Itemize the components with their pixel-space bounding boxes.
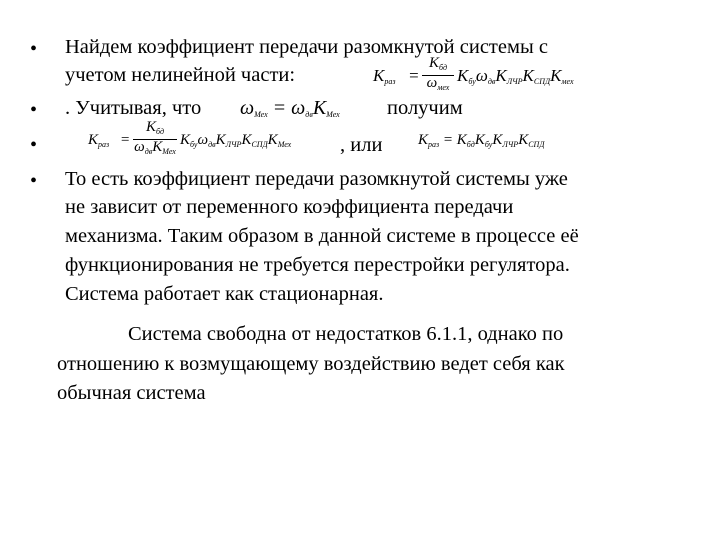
bullet-marker: • — [30, 170, 38, 192]
formula-equals: = — [120, 132, 131, 148]
formula-term: $K_{бу}\omega_{дв}K_{ЛЧР}K_{СПД}K_{мех}$ — [457, 66, 574, 86]
paragraph-line-2: отношению к возмущающему воздействию ведет себя как — [57, 353, 565, 375]
formula-term: $K_{раз}$ — [88, 132, 110, 149]
formula-fraction: $K_{бд}$ $\omega_{дв}K_{Мех}$ — [134, 119, 176, 156]
formula-omega-mex: $\omega_{Мех} = \omega_{дв}K_{Мех}$ — [240, 97, 340, 119]
formula-equals: = — [408, 66, 420, 85]
bullet-4-line-2: не зависит от переменного коэффициента передачи — [65, 196, 514, 218]
bullet-marker: • — [30, 99, 38, 121]
bullet-2-suffix: получим — [387, 97, 463, 119]
formula-k-raz-3: $K_{раз} = K_{бд}K_{бу}K_{ЛЧР}K_{СПД}$ — [418, 132, 545, 149]
paragraph-line-1: Система свободна от недостатков 6.1.1, однако по — [128, 323, 564, 345]
bullet-4-line-4: функционирования не требуется перестройки регулятора. — [65, 254, 570, 276]
bullet-1-line-1: Найдем коэффициент передачи разомкнутой системы с — [65, 36, 548, 58]
bullet-2-prefix: . Учитывая, что — [65, 97, 202, 119]
bullet-4-line-3: механизма. Таким образом в данной системе в процессе её — [65, 225, 579, 247]
bullet-marker: • — [30, 38, 38, 60]
bullet-4-line-1: То есть коэффициент передачи разомкнутой системы уже — [65, 168, 568, 190]
bullet-1-line-2: учетом нелинейной части: — [65, 64, 296, 86]
formula-term: $K_{бу}\omega_{дв}K_{ЛЧР}K_{СПД}K_{Мех}$ — [180, 132, 292, 149]
bullet-4-line-5: Система работает как стационарная. — [65, 283, 384, 305]
formula-fraction: $K_{бд}$ $\omega_{мех}$ — [422, 57, 454, 94]
formula-term: $K_{раз}$ — [373, 66, 396, 86]
bullet-3-suffix: , или — [340, 134, 383, 156]
bullet-marker: • — [30, 134, 38, 156]
paragraph-line-3: обычная система — [57, 382, 206, 404]
